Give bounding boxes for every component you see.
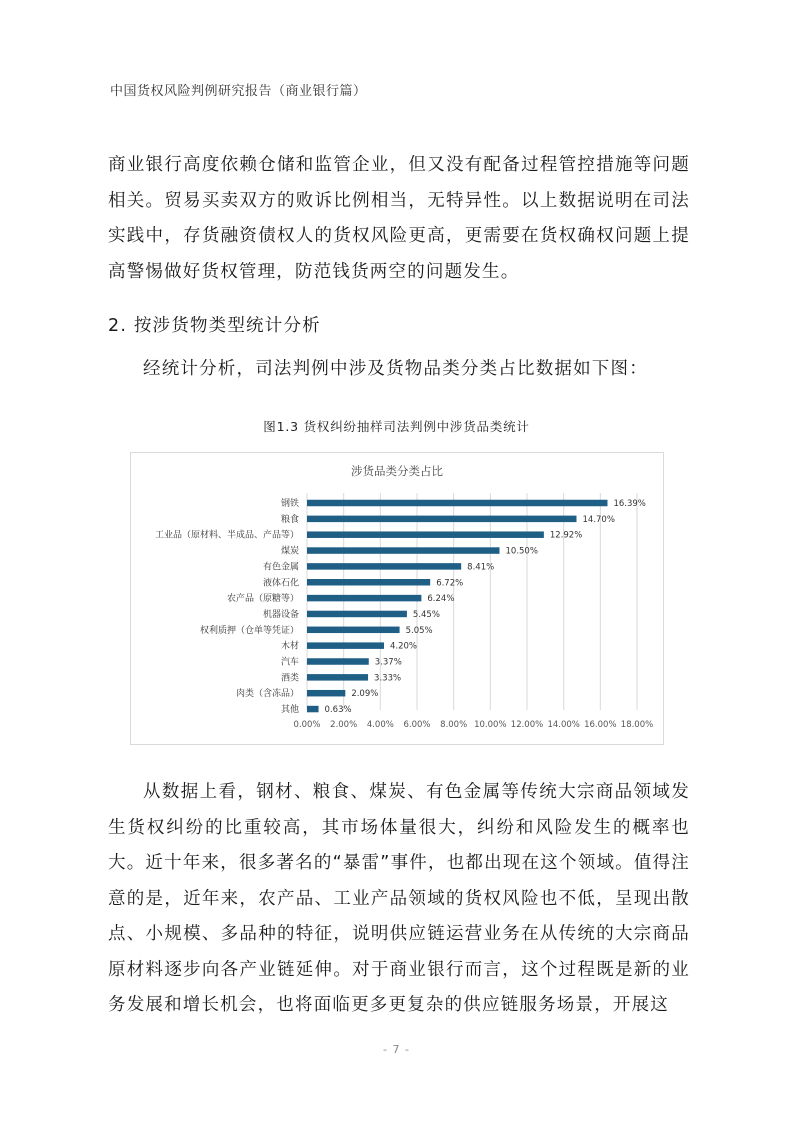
category-label: 液体石化	[262, 578, 299, 589]
running-header: 中国货权风险判例研究报告（商业银行篇）	[110, 84, 367, 99]
data-label: 6.24%	[427, 594, 455, 605]
bar	[307, 563, 461, 570]
x-tick-label: 10.00%	[474, 720, 507, 730]
bar	[307, 627, 400, 634]
body-paragraph-3: 从数据上看，钢材、粮食、煤炭、有色金属等传统大宗商品领域发生货权纠纷的比重较高，其市场体量很大，纠纷和风险发生的概率也大。近十年来，很多著名的“暴雷”事件，也都出现在这个领域。值得注意的是，近年来，农产品、工业产品领域的货权风险也不低，呈现出散点、小规模、多品种的特征，说明供应链运营业务在从传统的大宗商品原材料逐步向各产业链延伸。对于商业银行而言，这个过程既是新的业务发展和增长机会，也将面临更多更复杂的供应链服务场景，开展这	[108, 782, 690, 1015]
category-label: 肉类（含冻品）	[235, 689, 299, 700]
data-label: 16.39%	[613, 499, 646, 509]
data-label: 0.63%	[324, 705, 352, 716]
body-paragraph-2: 经统计分析，司法判例中涉及货物品类分类占比数据如下图：	[143, 359, 648, 379]
x-tick-label: 4.00%	[366, 720, 394, 730]
x-tick-label: 12.00%	[510, 720, 544, 730]
bar	[307, 547, 500, 554]
data-label: 3.37%	[374, 657, 402, 668]
data-label: 5.45%	[412, 609, 440, 620]
bar	[307, 690, 345, 697]
x-tick-label: 14.00%	[547, 720, 580, 730]
chart-frame	[130, 452, 664, 745]
data-label: 10.50%	[505, 546, 538, 557]
category-label: 钢铁	[280, 499, 299, 509]
data-label: 2.09%	[351, 689, 379, 700]
category-label: 其他	[280, 705, 299, 716]
data-label: 8.41%	[467, 562, 495, 573]
bar	[307, 516, 577, 523]
category-label: 机器设备	[262, 609, 299, 620]
category-label: 权利质押（仓单等凭证）	[199, 625, 299, 636]
category-label: 有色金属	[262, 562, 299, 573]
x-tick-label: 2.00%	[330, 720, 358, 730]
category-label: 木材	[280, 641, 299, 652]
bar-chart	[131, 453, 663, 744]
category-label: 工业品（原材料、半成品、产品等）	[154, 530, 299, 541]
bar	[307, 595, 421, 602]
figure-caption: 图1.3 货权纠纷抽样司法判例中涉货品类统计	[263, 419, 530, 434]
bar	[307, 658, 369, 665]
x-tick-label: 18.00%	[620, 720, 654, 730]
data-label: 6.72%	[436, 578, 464, 589]
x-tick-label: 0.00%	[293, 720, 321, 730]
bar	[307, 500, 607, 507]
data-label: 12.92%	[549, 530, 583, 541]
x-tick-label: 8.00%	[440, 720, 468, 730]
x-tick-label: 16.00%	[584, 720, 617, 730]
category-label: 农产品（原糖等）	[226, 594, 299, 605]
data-label: 4.20%	[390, 641, 418, 652]
bar	[307, 579, 430, 586]
data-label: 3.33%	[374, 673, 402, 684]
bar	[307, 611, 407, 618]
bar	[307, 642, 384, 649]
category-label: 酒类	[280, 673, 299, 684]
section-heading: 2. 按涉货物类型统计分析	[108, 316, 321, 336]
data-label: 14.70%	[582, 514, 615, 525]
x-tick-label: 6.00%	[403, 720, 431, 730]
category-label: 汽车	[280, 657, 299, 668]
category-label: 煤炭	[280, 546, 299, 557]
page-number: - 7 -	[383, 1043, 410, 1056]
chart-title: 涉货品类分类占比	[351, 464, 443, 478]
body-paragraph-1: 商业银行高度依赖仓储和监管企业，但又没有配备过程管控措施等问题相关。贸易买卖双方的败诉比例相当，无特异性。以上数据说明在司法实践中，存货融资债权人的货权风险更高，更需要在货权确权问题上提高警惕做好货权管理，防范钱货两空的问题发生。	[108, 155, 690, 282]
data-label: 5.05%	[405, 625, 433, 636]
bar	[307, 706, 319, 713]
bar	[307, 674, 368, 681]
bar	[307, 531, 544, 538]
category-label: 粮食	[280, 514, 299, 525]
